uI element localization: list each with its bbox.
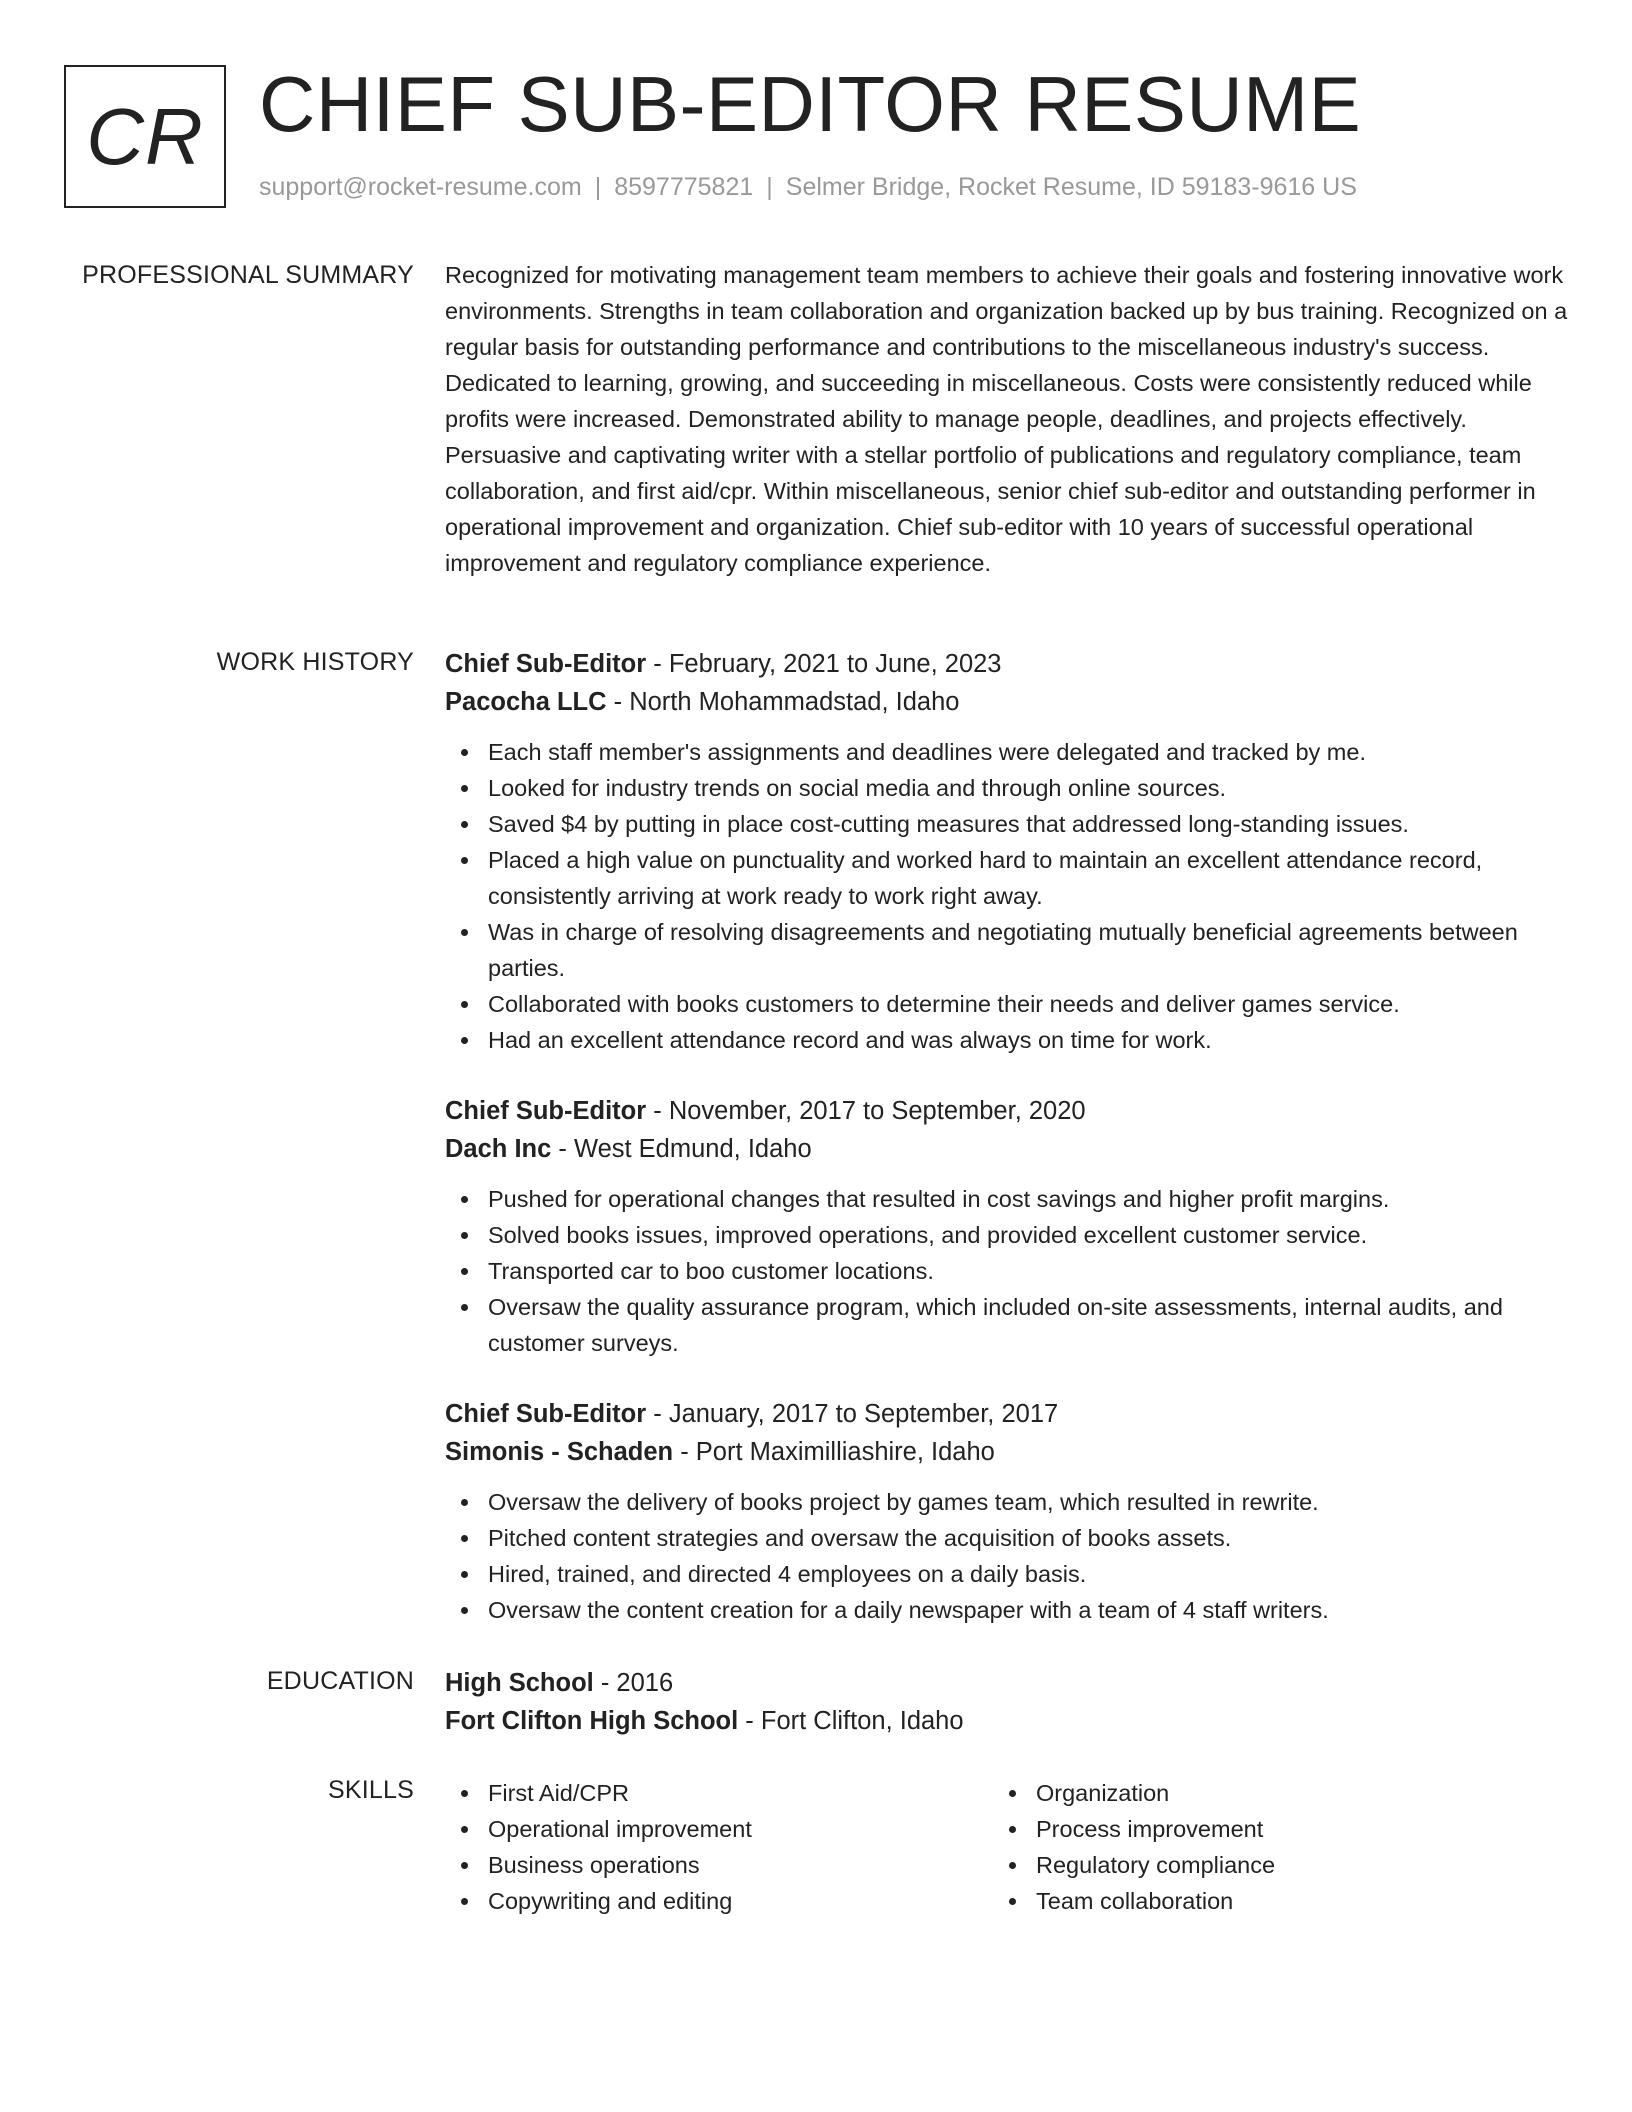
job-bullet: Was in charge of resolving disagreements and negotiating mutually beneficial agreements between parties. xyxy=(445,914,1568,986)
education-year: - 2016 xyxy=(593,1669,674,1697)
section-label-work-history: WORK HISTORY xyxy=(216,648,414,676)
job-bullets xyxy=(445,1181,1568,1361)
education-degree-line xyxy=(445,1664,1568,1702)
job-location: - West Edmund, Idaho xyxy=(551,1135,812,1163)
skills-body xyxy=(445,1775,1568,1919)
contact-email: support@rocket-resume.com xyxy=(259,173,582,201)
job-company-line xyxy=(445,1433,1568,1471)
skills-list-right xyxy=(993,1775,1541,1919)
education-section xyxy=(64,1664,1568,1754)
skill-item: Operational improvement xyxy=(445,1811,993,1847)
job-location: - Port Maximilliashire, Idaho xyxy=(673,1438,995,1466)
job-bullet: Pushed for operational changes that resulted in cost savings and higher profit margins. xyxy=(445,1181,1568,1217)
resume-header xyxy=(64,60,1584,210)
job-title-line xyxy=(445,1092,1568,1130)
skill-item: Business operations xyxy=(445,1847,993,1883)
contact-line xyxy=(259,173,1357,202)
job-bullet: Transported car to boo customer locations. xyxy=(445,1253,1568,1289)
skill-item: Regulatory compliance xyxy=(993,1847,1541,1883)
job-dates: - January, 2017 to September, 2017 xyxy=(646,1400,1059,1428)
resume-title: CHIEF SUB-EDITOR RESUME xyxy=(259,60,1362,148)
job-dates: - November, 2017 to September, 2020 xyxy=(646,1097,1086,1125)
education-degree: High School xyxy=(445,1669,594,1697)
skill-item: Copywriting and editing xyxy=(445,1883,993,1919)
job-company: Simonis - Schaden xyxy=(445,1438,674,1466)
contact-phone: 8597775821 xyxy=(614,173,754,201)
monogram-initials: CR xyxy=(86,91,204,181)
skill-item: Organization xyxy=(993,1775,1541,1811)
job-title: Chief Sub-Editor xyxy=(445,650,647,678)
job-location: - North Mohammadstad, Idaho xyxy=(606,688,960,716)
job-bullet: Oversaw the delivery of books project by games team, which resulted in rewrite. xyxy=(445,1484,1568,1520)
section-label-summary: PROFESSIONAL SUMMARY xyxy=(82,261,414,289)
contact-separator: | xyxy=(766,173,773,201)
section-label-skills: SKILLS xyxy=(328,1776,414,1804)
job-bullets xyxy=(445,734,1568,1058)
section-label-education: EDUCATION xyxy=(266,1667,414,1695)
job-entry xyxy=(445,1092,1568,1361)
job-title: Chief Sub-Editor xyxy=(445,1097,647,1125)
summary-body xyxy=(445,257,1568,581)
job-bullet: Looked for industry trends on social media and through online sources. xyxy=(445,770,1568,806)
skills-section xyxy=(64,1775,1568,1935)
skill-item: Process improvement xyxy=(993,1811,1541,1847)
monogram-logo xyxy=(64,65,226,208)
skill-item: Team collaboration xyxy=(993,1883,1541,1919)
job-bullet: Oversaw the content creation for a daily newspaper with a team of 4 staff writers. xyxy=(445,1592,1568,1628)
skills-columns xyxy=(445,1775,1568,1919)
job-bullet: Pitched content strategies and oversaw the acquisition of books assets. xyxy=(445,1520,1568,1556)
job-bullet: Placed a high value on punctuality and worked hard to maintain an excellent attendance record, consistently arriving at work ready to work right away. xyxy=(445,842,1568,914)
job-bullet: Each staff member's assignments and deadlines were delegated and tracked by me. xyxy=(445,734,1568,770)
skill-item: First Aid/CPR xyxy=(445,1775,993,1811)
education-body xyxy=(445,1664,1568,1740)
work-history-section xyxy=(64,645,1568,1635)
job-entry xyxy=(445,645,1568,1058)
education-school: Fort Clifton High School xyxy=(445,1707,739,1735)
summary-text: Recognized for motivating management team members to achieve their goals and fostering innovative work environments. Strengths in team collaboration and organization backed up by bus training. Recognized on a regular basis for outstanding performance and contributions to the miscellaneous industry's success. Dedicated to learning, growing, and succeeding in miscellaneous. Costs were consistently reduced while profits were increased. Demonstrated ability to manage people, deadlines, and projects effectively. Persuasive and captivating writer with a stellar portfolio of publications and regulatory compliance, team collaboration, and first aid/cpr. Within miscellaneous, senior chief sub-editor and outstanding performer in operational improvement and organization. Chief sub-editor with 10 years of successful operational improvement and regulatory compliance experience. xyxy=(445,262,1568,576)
job-company-line xyxy=(445,1130,1568,1168)
contact-address: Selmer Bridge, Rocket Resume, ID 59183-9616 US xyxy=(785,173,1357,201)
job-bullet: Collaborated with books customers to determine their needs and deliver games service. xyxy=(445,986,1568,1022)
job-bullet: Had an excellent attendance record and was always on time for work. xyxy=(445,1022,1568,1058)
job-bullet: Hired, trained, and directed 4 employees on a daily basis. xyxy=(445,1556,1568,1592)
job-title-line xyxy=(445,645,1568,683)
job-bullet: Saved $4 by putting in place cost-cutting measures that addressed long-standing issues. xyxy=(445,806,1568,842)
job-entry xyxy=(445,1395,1568,1628)
job-company-line xyxy=(445,683,1568,721)
job-title-line xyxy=(445,1395,1568,1433)
job-bullet: Oversaw the quality assurance program, which included on-site assessments, internal audits, and customer surveys. xyxy=(445,1289,1568,1361)
contact-separator: | xyxy=(594,173,602,201)
job-title: Chief Sub-Editor xyxy=(445,1400,647,1428)
job-company: Pacocha LLC xyxy=(445,688,607,716)
skills-list-left xyxy=(445,1775,993,1919)
education-school-line xyxy=(445,1702,1568,1740)
education-location: - Fort Clifton, Idaho xyxy=(738,1707,964,1735)
job-company: Dach Inc xyxy=(445,1135,552,1163)
job-bullet: Solved books issues, improved operations, and provided excellent customer service. xyxy=(445,1217,1568,1253)
job-bullets xyxy=(445,1484,1568,1628)
summary-section xyxy=(64,257,1568,617)
job-dates: - February, 2021 to June, 2023 xyxy=(646,650,1002,678)
